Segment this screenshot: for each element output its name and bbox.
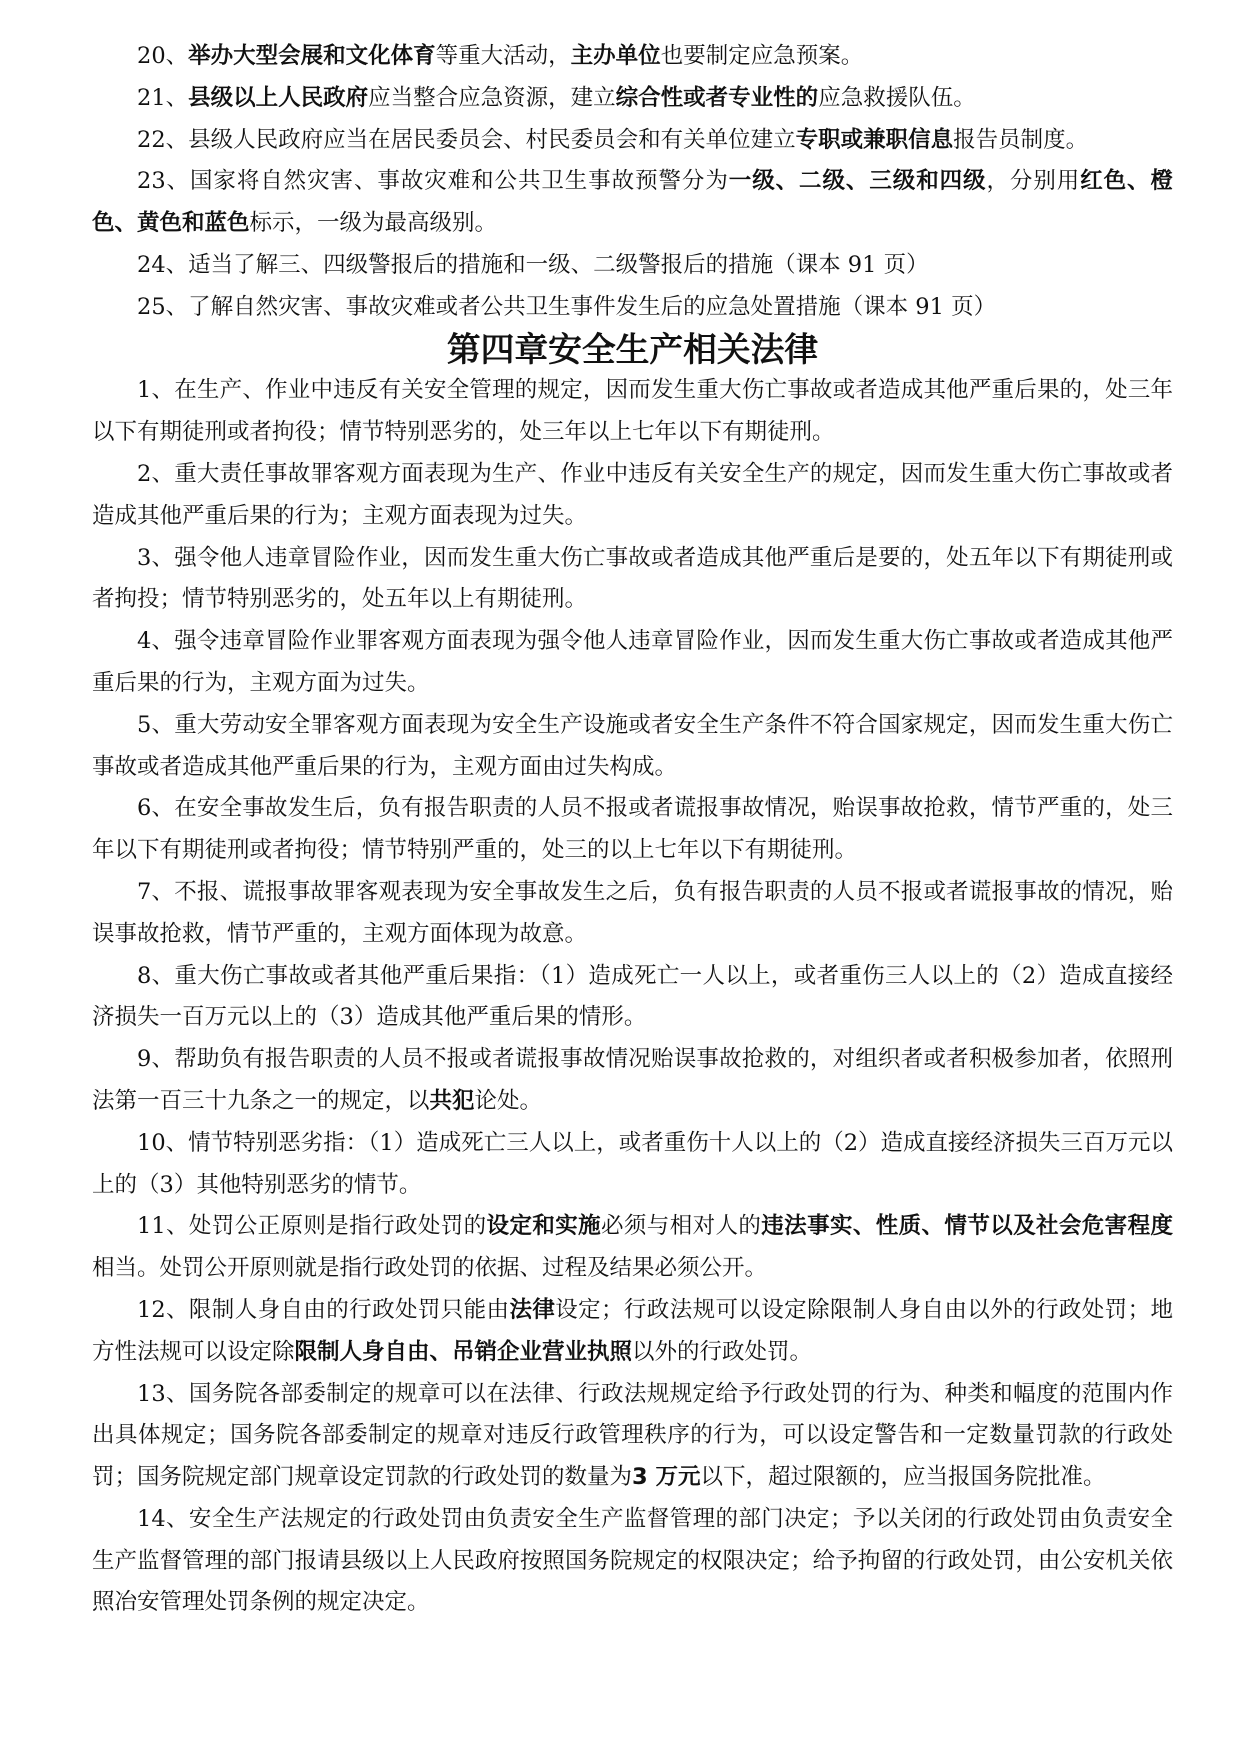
list-item — [92, 161, 1173, 245]
chapter-four-list — [92, 370, 1173, 1624]
text-run: 5、重大劳动安全罪客观方面表现为安全生产设施或者安全生产条件不符合国家规定，因而发生重大伤亡事故或者造成其他严重后果的行为，主观方面由过失构成。 — [92, 711, 1173, 780]
text-run: 20、 — [137, 43, 189, 69]
text-run: 2、重大责任事故罪客观方面表现为生产、作业中违反有关安全生产的规定，因而发生重大伤亡事故或者造成其他严重后果的行为；主观方面表现为过失。 — [92, 460, 1173, 529]
list-item — [92, 245, 1173, 287]
list-item — [92, 788, 1173, 872]
text-run: 22、县级人民政府应当在居民委员会、村民委员会和有关单位建立 — [137, 126, 796, 153]
text-run: 论处。 — [474, 1087, 543, 1114]
list-item — [92, 36, 1173, 78]
list-item — [92, 621, 1173, 705]
text-run: ，分别用 — [986, 168, 1081, 195]
list-item — [92, 705, 1173, 789]
list-item — [92, 120, 1173, 162]
text-run: 21、 — [137, 84, 189, 111]
text-run: 23、国家将自然灾害、事故灾难和公共卫生事故预警分为 — [137, 168, 729, 195]
emphasized-text: 红色、橙色、黄色和蓝色 — [92, 168, 1173, 237]
text-run: 6、在安全事故发生后，负有报告职责的人员不报或者谎报事故情况，贻误事故抢救，情节严重的，处三年以下有期徒刑或者拘役；情节特别严重的，处三的以上七年以下有期徒刑。 — [92, 795, 1173, 864]
text-run: 11、处罚公正原则是指行政处罚的 — [137, 1213, 487, 1240]
list-item — [92, 454, 1173, 538]
text-run: 3、强令他人违章冒险作业，因而发生重大伤亡事故或者造成其他严重后是要的，处五年以下有期徒刑或者拘投；情节特别恶劣的，处五年以上有期徒刑。 — [92, 544, 1173, 613]
text-run: 10、情节特别恶劣指：（1）造成死亡三人以上，或者重伤十人以上的（2）造成直接经济损失三百万元以上的（3）其他特别恶劣的情节。 — [92, 1129, 1174, 1198]
emphasized-text: 设定和实施 — [486, 1213, 602, 1240]
text-run: 等重大活动， — [435, 43, 571, 69]
text-run: 14、安全生产法规定的行政处罚由负责安全生产监督管理的部门决定；予以关闭的行政处罚由负责安全生产监督管理的部门报请县级以上人民政府按照国务院规定的权限决定；给予拘留的行政处罚，由公安机关依照冶安管理处罚条例的规定决定。 — [92, 1505, 1173, 1616]
list-item — [92, 78, 1173, 120]
chapter-three-list — [92, 36, 1173, 329]
emphasized-text: 共犯 — [429, 1087, 475, 1114]
list-item — [92, 956, 1173, 1040]
list-item — [92, 1499, 1173, 1624]
text-run: 设定；行政法规可以设定除限制人身自由以外的行政处罚；地方性法规可以设定除 — [92, 1296, 1173, 1365]
text-run: 标示，一级为最高级别。 — [249, 210, 498, 237]
text-run: 应当整合应急资源，建立 — [368, 84, 616, 111]
text-run: 1、在生产、作业中违反有关安全管理的规定，因而发生重大伤亡事故或者造成其他严重后果的，处三年以下有期徒刑或者拘役；情节特别恶劣的，处三年以上七年以下有期徒刑。 — [92, 377, 1173, 446]
text-run: 13、国务院各部委制定的规章可以在法律、行政法规规定给予行政处罚的行为、种类和幅度的范围内作出具体规定；国务院各部委制定的规章对违反行政管理秩序的行为，可以设定警告和一定数量罚款的行政处罚；国务院规定部门规章设定罚款的行政处罚的数量为 — [92, 1380, 1173, 1491]
emphasized-text: 专职或兼职信息 — [795, 126, 954, 153]
text-run: 报告员制度。 — [953, 126, 1089, 153]
text-run: 也要制定应急预案。 — [660, 43, 864, 69]
emphasized-text: 3 万元 — [632, 1464, 701, 1491]
section-title: 第四章安全生产相关法律 — [446, 329, 819, 369]
list-item — [92, 1206, 1173, 1290]
text-run: 8、重大伤亡事故或者其他严重后果指：（1）造成死亡一人以上，或者重伤三人以上的（2）造成直接经济损失一百万元以上的（3）造成其他严重后果的情形。 — [92, 962, 1173, 1031]
list-item — [92, 1123, 1173, 1207]
list-item — [92, 1374, 1173, 1499]
text-run: 相当。处罚公开原则就是指行政处罚的依据、过程及结果必须公开。 — [92, 1255, 768, 1282]
emphasized-text: 县级以上人民政府 — [188, 84, 369, 111]
text-run: 以外的行政处罚。 — [632, 1338, 813, 1365]
emphasized-text: 一级、二级、三级和四级 — [728, 168, 987, 195]
list-item — [92, 1039, 1173, 1123]
text-run: 25、了解自然灾害、事故灾难或者公共卫生事件发生后的应急处置措施（课本 91 页） — [137, 293, 997, 320]
text-run: 7、不报、谎报事故罪客观表现为安全事故发生之后，负有报告职责的人员不报或者谎报事故的情况，贻误事故抢救，情节严重的，主观方面体现为故意。 — [92, 878, 1173, 947]
text-run: 4、强令违章冒险作业罪客观方面表现为强令他人违章冒险作业，因而发生重大伤亡事故或者造成其他严重后果的行为，主观方面为过失。 — [92, 628, 1173, 696]
emphasized-text: 违法事实、性质、情节以及社会危害程度 — [761, 1213, 1173, 1240]
emphasized-text: 综合性或者专业性的 — [615, 84, 819, 111]
text-run: 以下，超过限额的，应当报国务院批准。 — [700, 1464, 1106, 1491]
text-run: 24、适当了解三、四级警报后的措施和一级、二级警报后的措施（课本 91 页） — [137, 251, 929, 278]
text-run: 9、帮助负有报告职责的人员不报或者谎报事故情况贻误事故抢救的，对组织者或者积极参加者，依照刑法第一百三十九条之一的规定，以 — [92, 1046, 1173, 1114]
list-item — [92, 872, 1173, 956]
list-item — [92, 1290, 1173, 1374]
text-run: 应急救援队伍。 — [818, 84, 976, 111]
text-run: 12、限制人身自由的行政处罚只能由 — [137, 1296, 510, 1323]
emphasized-text: 法律 — [509, 1296, 556, 1323]
emphasized-text: 主办单位 — [570, 43, 661, 69]
text-run: 必须与相对人的 — [601, 1213, 762, 1240]
list-item — [92, 370, 1173, 454]
list-item — [92, 538, 1173, 622]
emphasized-text: 举办大型会展和文化体育 — [188, 43, 436, 69]
list-item — [92, 287, 1173, 329]
emphasized-text: 限制人身自由、吊销企业营业执照 — [294, 1338, 633, 1365]
